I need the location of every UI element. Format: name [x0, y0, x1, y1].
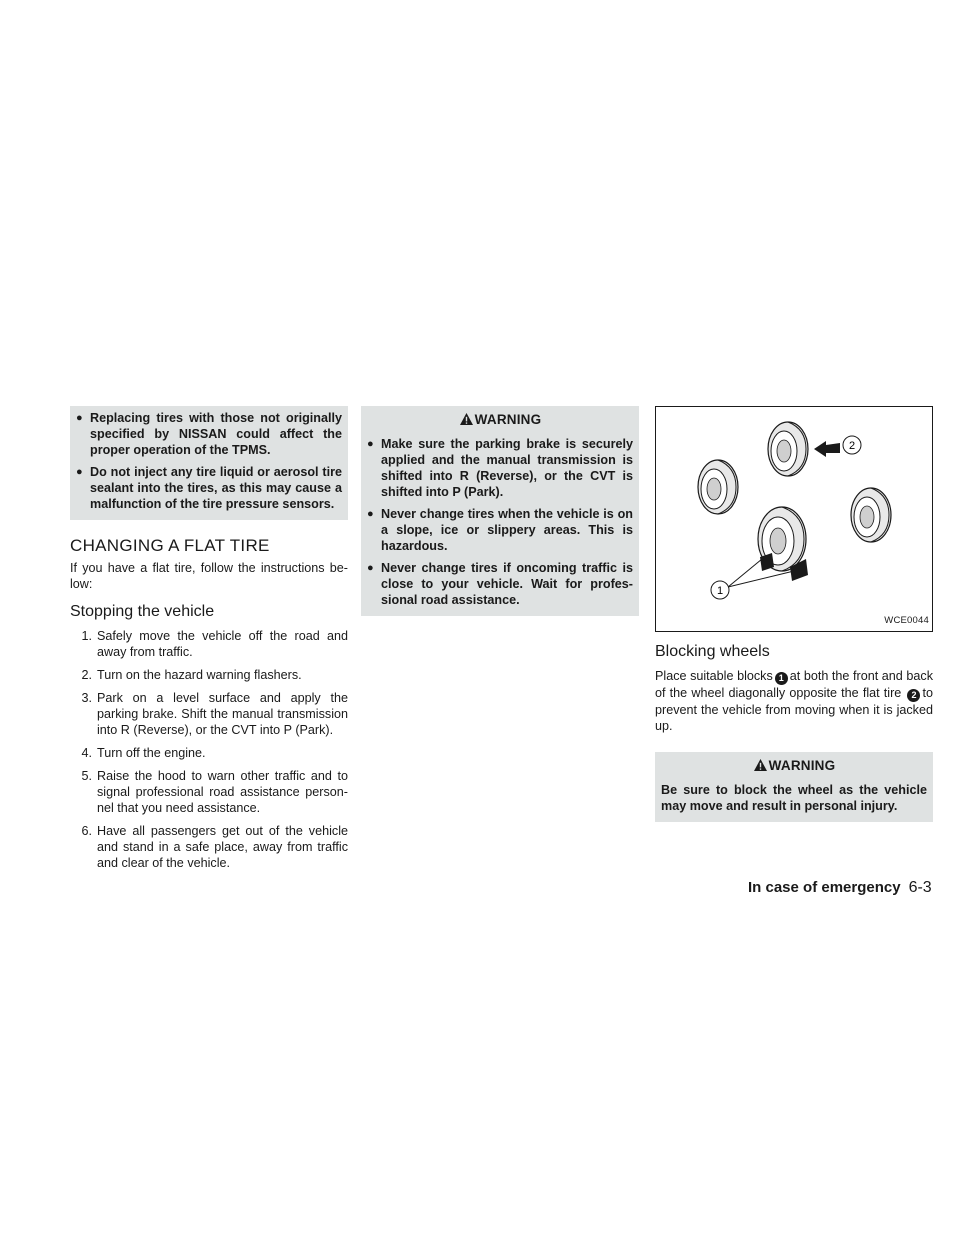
marker-1-icon: 1: [775, 672, 788, 685]
column-left: [70, 406, 348, 878]
warning-text: Be sure to block the wheel as the vehicle may move and result in personal injury.: [661, 783, 927, 813]
step-text: Have all passengers get out of the vehicle and stand in a safe place, away from traffic and clear of the vehicle.: [97, 824, 348, 870]
step-text: Turn off the engine.: [97, 746, 206, 760]
warning-text: Make sure the parking brake is securely applied and the manual transmission is shifted into R (Reverse), or the CVT is shifted into P (Park).: [381, 437, 633, 499]
step-number: 3.: [81, 691, 92, 705]
warning-heading: [367, 410, 633, 436]
tire-front-right: [768, 422, 808, 476]
step-number: 4.: [81, 746, 92, 760]
page-footer: [748, 879, 932, 897]
tire-rear-right: [851, 488, 891, 542]
caution-text: Replacing tires with those not originally specified by NISSAN could affect the proper operation of the TPMS.: [90, 411, 342, 457]
arrow-icon: [814, 441, 840, 457]
step-text: Park on a level surface and apply the parking brake. Shift the manual transmission into R (Reverse), or the CVT into P (Park).: [97, 691, 348, 737]
caution-item: [76, 464, 342, 512]
blocking-text-b: at both the front and back of the wheel diagonally opposite the flat tire: [655, 669, 933, 700]
list-item: [70, 628, 348, 660]
step-text: Safely move the vehicle off the road and away from traffic.: [97, 629, 348, 659]
marker-2-icon: 2: [907, 689, 920, 702]
caution-text: Do not inject any tire liquid or aerosol tire sealant into the tires, as this may cause a malfunction of the tire pressure sensors.: [90, 465, 342, 511]
subsection-title-blocking: Blocking wheels: [655, 643, 770, 660]
warning-heading-text: WARNING: [768, 758, 836, 773]
warning-heading: [661, 756, 927, 782]
callout-2-label: 2: [848, 440, 856, 452]
list-item: [70, 768, 348, 816]
caution-item: [76, 410, 342, 458]
figure-id: WCE0044: [884, 615, 929, 626]
footer-section-title: In case of emergency: [748, 879, 901, 896]
bullet-icon: ●: [367, 562, 374, 574]
warning-item: [367, 436, 633, 500]
list-item: [70, 745, 348, 761]
tpms-caution-box: [70, 406, 348, 520]
subsection-title-stopping: Stopping the vehicle: [70, 603, 215, 620]
page-number: 6-3: [908, 879, 932, 896]
warning-item: [367, 560, 633, 608]
blocking-text: [655, 668, 933, 734]
blocking-text-c: to prevent the vehicle from moving when it is jacked up.: [655, 686, 933, 733]
wheel-blocking-figure: [655, 406, 933, 632]
bullet-icon: ●: [76, 412, 83, 424]
column-middle: [361, 406, 639, 616]
warning-box-parking: [361, 406, 639, 616]
callout-1-label: 1: [716, 585, 724, 597]
step-number: 2.: [81, 668, 92, 682]
steps-list: [70, 628, 348, 871]
warning-item: [367, 506, 633, 554]
section-title: CHANGING A FLAT TIRE: [70, 536, 270, 555]
wheel-illustration: [656, 407, 932, 631]
step-text: Raise the hood to warn other traffic and to signal professional road assistance person- nel that you need assistance.: [97, 769, 348, 815]
list-item: [70, 823, 348, 871]
column-right: [655, 406, 933, 822]
warning-text: Never change tires when the vehicle is on a slope, ice or slippery areas. This is hazardous.: [381, 507, 633, 553]
blocking-text-a: Place suitable blocks: [655, 669, 773, 683]
step-number: 6.: [81, 824, 92, 838]
step-number: 1.: [81, 629, 92, 643]
list-item: [70, 690, 348, 738]
warning-heading-text: WARNING: [474, 412, 542, 427]
warning-triangle-icon: [459, 412, 474, 426]
list-item: [70, 667, 348, 683]
intro-text: If you have a flat tire, follow the instructions be- low:: [70, 561, 348, 591]
warning-triangle-icon: [753, 758, 768, 772]
warning-box-block: [655, 752, 933, 822]
bullet-icon: ●: [367, 438, 374, 450]
step-text: Turn on the hazard warning flashers.: [97, 668, 302, 682]
step-number: 5.: [81, 769, 92, 783]
warning-text: Never change tires if oncoming traffic is close to your vehicle. Wait for profes- sional road assistance.: [381, 561, 633, 607]
bullet-icon: ●: [367, 508, 374, 520]
tire-front-left: [698, 460, 738, 514]
warning-item: [661, 782, 927, 814]
bullet-icon: ●: [76, 466, 83, 478]
